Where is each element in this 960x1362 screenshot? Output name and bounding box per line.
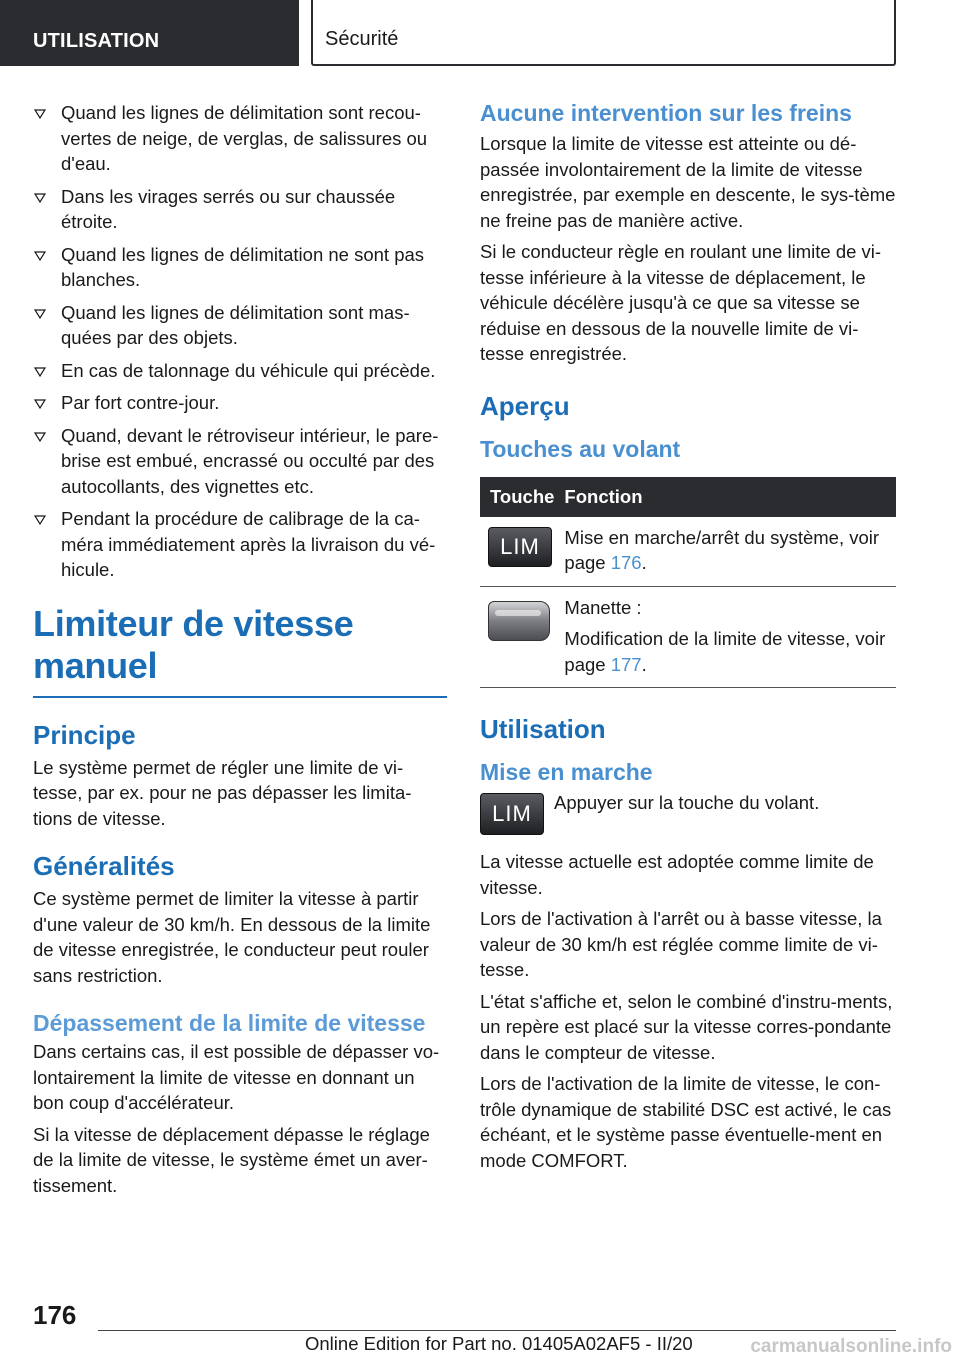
lever-icon [488, 601, 550, 641]
header-chapter-box [311, 0, 896, 66]
keys-table [480, 477, 896, 689]
watermark: carmanualsonline.info [750, 1336, 952, 1357]
list-item: Quand les lignes de délimitation sont recou-vertes de neige, de verglas, de salissures ou d'eau. [33, 100, 447, 177]
header-section-label: UTILISATION [33, 30, 160, 52]
generalites-text: Ce système permet de limiter la vitesse à partir d'une valeur de 30 km/h. En dessous de la limite de vitesse enregistrée, le conducteur peut rouler sans restriction. [33, 888, 431, 986]
page-number: 176 [33, 1300, 77, 1330]
footer-edition: Online Edition for Part no. 01405A02AF5 - II/20 [305, 1333, 693, 1354]
utilisation-text-3: L'état s'affiche et, selon le combiné d'instru-ments, un repère est placé sur la vitesse corres-pondante dans le compteur de vitesse. [480, 990, 893, 1063]
depassement-heading: Dépassement de la limite de vitesse [33, 1010, 426, 1036]
header-section-tab [0, 0, 299, 66]
depassement-text-1: Dans certains cas, il est possible de dépasser vo-lontairement la limite de vitesse en donnant un bon coup d'accélérateur. [33, 1041, 440, 1113]
triangle-bullet-icon [34, 309, 46, 319]
list-item: Dans les virages serrés ou sur chaussée étroite. [33, 184, 447, 235]
table-row [480, 586, 896, 688]
list-item: En cas de talonnage du véhicule qui précède. [33, 358, 447, 384]
utilisation-text-1: La vitesse actuelle est adoptée comme limite de vitesse. [480, 851, 874, 898]
freins-text-1: Lorsque la limite de vitesse est atteinte ou dé-passée involontairement de la limite de vitesse enregistrée, par exemple en descente, le sys-tème ne freine pas de manière active. [480, 133, 896, 231]
left-column [33, 100, 447, 1198]
lim-button-icon: LIM [488, 527, 552, 567]
table-header-fonction: Fonction [564, 477, 896, 517]
depassement-text-2: Si la vitesse de déplacement dépasse le réglage de la limite de vitesse, le système émet un aver-tissement. [33, 1123, 430, 1196]
header-chapter-label: Sécurité [325, 28, 399, 50]
list-item: Par fort contre-jour. [33, 390, 447, 416]
generalites-heading: Généralités [33, 851, 175, 881]
triangle-bullet-icon [34, 109, 46, 119]
mise-en-marche-heading: Mise en marche [480, 759, 653, 785]
principe-text: Le système permet de régler une limite de vi-tesse, par ex. pour ne pas dépasser les limita-tions de vitesse. [33, 756, 412, 829]
condition-list [33, 100, 447, 583]
freins-heading: Aucune intervention sur les freins [480, 100, 852, 126]
page-link-176[interactable]: 176 [610, 552, 642, 573]
main-title: Limiteur de vitesse manuel [33, 603, 447, 698]
table-header-touche: Touche [480, 477, 564, 517]
table-cell-text: Mise en marche/arrêt du système, voir page 176. [564, 526, 880, 573]
page-link-177[interactable]: 177 [610, 653, 642, 675]
utilisation-text-4: Lors de l'activation de la limite de vitesse, le con-trôle dynamique de stabilité DSC est activé, le cas échéant, et le système passe éventuelle-ment en mode COMFORT. [480, 1073, 892, 1171]
freins-text-2: Si le conducteur règle en roulant une limite de vi-tesse inférieure à la vitesse de déplacement, le véhicule décélère jusqu'à ce que sa vitesse se réduise en dessous de la nouvelle limite de vi-tesse enregistrée. [480, 241, 882, 364]
table-header-row [480, 477, 896, 517]
triangle-bullet-icon [34, 367, 46, 377]
utilisation-text-2: Lors de l'activation à l'arrêt ou à basse vitesse, la valeur de 30 km/h est réglée comme limite de vi-tesse. [480, 908, 882, 980]
lim-instruction-text: Appuyer sur la touche du volant. [554, 792, 820, 813]
table-row [480, 517, 896, 587]
triangle-bullet-icon [34, 251, 46, 261]
footer-divider [98, 1330, 896, 1331]
triangle-bullet-icon [34, 193, 46, 203]
triangle-bullet-icon [34, 432, 46, 442]
list-item: Quand les lignes de délimitation sont mas-quées par des objets. [33, 300, 447, 351]
list-item: Pendant la procédure de calibrage de la ca-méra immédiatement après la livraison du vé-hicule. [33, 506, 447, 583]
apercu-heading: Aperçu [480, 390, 570, 421]
utilisation-heading: Utilisation [480, 714, 606, 744]
list-item: Quand les lignes de délimitation ne sont pas blanches. [33, 242, 447, 293]
lim-instruction [480, 790, 896, 835]
touches-heading: Touches au volant [480, 435, 681, 462]
table-cell-text: Modification de la limite de vitesse, voir page 177. [564, 628, 886, 675]
triangle-bullet-icon [34, 399, 46, 409]
right-column [480, 100, 896, 1173]
principe-heading: Principe [33, 719, 136, 750]
triangle-bullet-icon [34, 515, 46, 525]
lim-button-icon: LIM [480, 793, 544, 835]
table-cell-label: Manette : [564, 596, 642, 618]
list-item: Quand, devant le rétroviseur intérieur, le pare-brise est embué, encrassé ou occulté par des autocollants, des vignettes etc. [33, 423, 447, 500]
